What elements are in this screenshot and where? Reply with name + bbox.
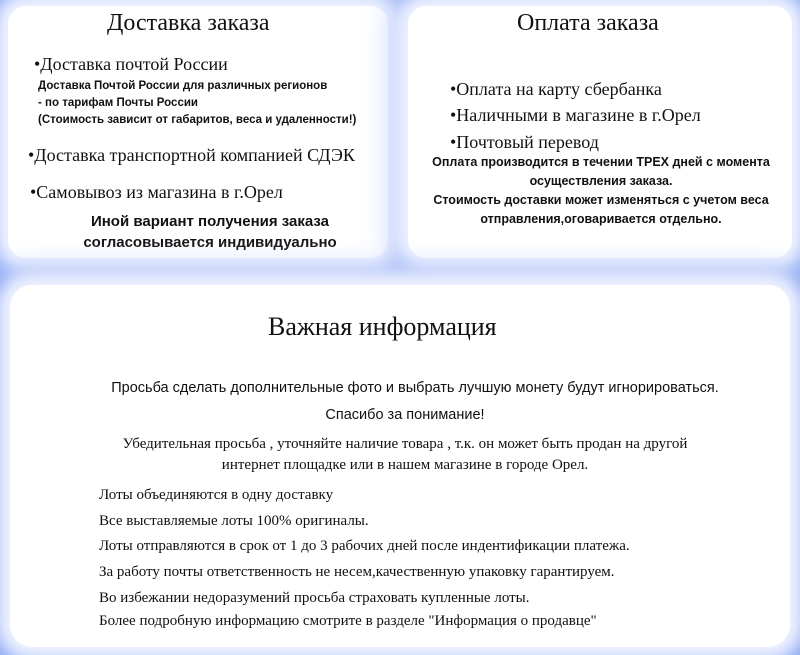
info-line-1: Лоты объединяются в одну доставку xyxy=(99,487,334,503)
info-title: Важная информация xyxy=(268,312,497,341)
thanks-text: Спасибо за понимание! xyxy=(325,407,485,423)
payment-item-card: •Оплата на карту сбербанка xyxy=(450,79,662,99)
post-note-line-2: - по тарифам Почты России xyxy=(38,97,198,109)
info-line-3: Лоты отправляются в срок от 1 до 3 рабочих дней после индентификации платежа. xyxy=(99,538,630,554)
payment-title: Оплата заказа xyxy=(517,10,659,36)
post-note-line-3: (Стоимость зависит от габаритов, веса и удаленности!) xyxy=(38,114,357,126)
photo-request-text: Просьба сделать дополнительные фото и выбрать лучшую монету будут игнорироваться. xyxy=(111,380,719,396)
payment-note-line-4: отправления,оговаривается отдельно. xyxy=(480,212,722,226)
payment-item-cash: •Наличными в магазине в г.Орел xyxy=(450,105,701,125)
payment-note-line-2: осуществления заказа. xyxy=(529,174,673,188)
info-line-5: Во избежании недоразумений просьба страховать купленные лоты. xyxy=(99,590,530,606)
post-note-line-1: Доставка Почтой России для различных регионов xyxy=(38,80,328,92)
other-note-line-2: согласовывается индивидуально xyxy=(83,234,337,251)
delivery-item-cdek: •Доставка транспортной компанией СДЭК xyxy=(28,145,355,165)
other-note-line-1: Иной вариант получения заказа xyxy=(90,213,330,230)
payment-note-line-1: Оплата производится в течении ТРЕХ дней с момента xyxy=(432,155,770,169)
info-line-4: За работу почты ответственность не несем,качественную упаковку гарантируем. xyxy=(99,564,615,580)
info-line-6: Более подробную информацию смотрите в разделе "Информация о продавце" xyxy=(99,613,597,629)
availability-line-2: интернет площадке или в нашем магазине в городе Орел. xyxy=(221,457,589,473)
delivery-title: Доставка заказа xyxy=(107,10,270,36)
delivery-item-pickup: •Самовывоз из магазина в г.Орел xyxy=(30,182,283,202)
payment-note-line-3: Стоимость доставки может изменяться с учетом веса xyxy=(433,193,769,207)
info-line-2: Все выставляемые лоты 100% оригиналы. xyxy=(99,513,369,529)
delivery-item-post: •Доставка почтой России xyxy=(34,54,228,74)
payment-item-postal: •Почтовый перевод xyxy=(450,132,599,152)
availability-line-1: Убедительная просьба , уточняйте наличие товара , т.к. он может быть продан на другой xyxy=(122,436,688,452)
